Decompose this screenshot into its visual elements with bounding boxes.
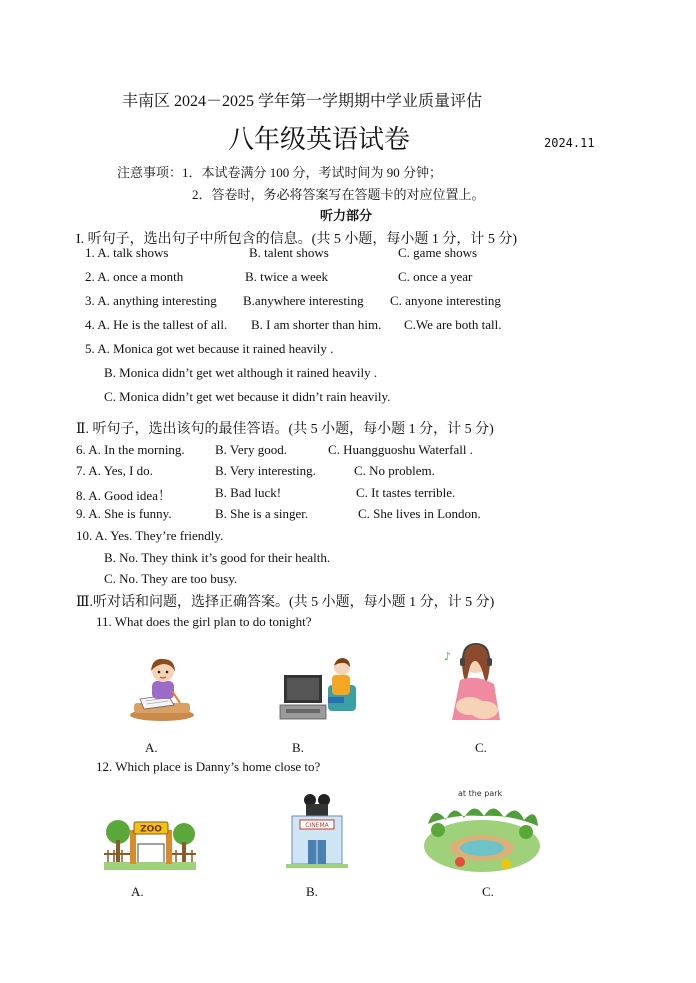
boy-watching-tv-image — [276, 655, 360, 725]
q3-option-b: B.anywhere interesting — [243, 293, 364, 308]
q11-label-a: A. — [145, 740, 158, 755]
q5-option-c: C. Monica didn’t get wet because it didn’t rain heavily. — [104, 389, 391, 404]
part1-title: I. 听句子，选出句子中所包含的信息。(共 5 小题，每小题 1 分，计 5 分) — [76, 232, 517, 247]
part2-title: Ⅱ. 听句子，选出该句的最佳答语。(共 5 小题，每小题 1 分，计 5 分) — [76, 422, 494, 437]
q5-option-b: B. Monica didn’t get wet although it rained heavily . — [104, 365, 378, 380]
q5-option-a: 5. A. Monica got wet because it rained heavily . — [85, 341, 334, 356]
district-title: 丰南区 2024－2025 学年第一学期期中学业质量评估 — [122, 93, 483, 110]
girl-writing-image — [128, 655, 196, 725]
cinema-sign-text: CINEMA — [305, 822, 329, 829]
q1-option-b: B. talent shows — [249, 245, 329, 260]
q12-question: 12. Which place is Danny’s home close to? — [96, 759, 321, 774]
section-heading: 听力部分 — [320, 208, 373, 223]
zoo-image — [104, 810, 196, 872]
q4-option-b: B. I am shorter than him. — [251, 317, 382, 332]
park-caption: at the park — [458, 789, 503, 798]
q12-label-c: C. — [482, 884, 494, 899]
q10-option-c: C. No. They are too busy. — [104, 571, 238, 586]
q11-label-c: C. — [475, 740, 487, 755]
zoo-sign-text: ZOO — [140, 824, 162, 835]
q8-option-a: 8. A. Good idea！ — [76, 488, 171, 503]
q3-option-c: C. anyone interesting — [390, 293, 501, 308]
part3-title: Ⅲ.听对话和问题，选择正确答案。(共 5 小题，每小题 1 分，计 5 分) — [76, 595, 495, 610]
q3-option-a: 3. A. anything interesting — [85, 293, 217, 308]
cinema-image — [286, 792, 348, 870]
q12-label-b: B. — [306, 884, 318, 899]
q1-option-c: C. game shows — [398, 245, 478, 260]
q8-option-c: C. It tastes terrible. — [356, 485, 456, 500]
q1-option-a: 1. A. talk shows — [85, 245, 169, 260]
q7-option-b: B. Very interesting. — [215, 463, 316, 478]
q9-option-c: C. She lives in London. — [358, 506, 481, 521]
q6-option-b: B. Very good. — [215, 442, 287, 457]
q10-option-a: 10. A. Yes. They’re friendly. — [76, 528, 224, 543]
q12-label-a: A. — [131, 884, 144, 899]
q11-label-b: B. — [292, 740, 304, 755]
q4-option-c: C.We are both tall. — [404, 317, 502, 332]
q11-question: 11. What does the girl plan to do tonight? — [96, 614, 312, 629]
q9-option-b: B. She is a singer. — [215, 506, 309, 521]
girl-listening-music-image — [442, 640, 508, 726]
q2-option-b: B. twice a week — [245, 269, 329, 284]
q9-option-a: 9. A. She is funny. — [76, 506, 172, 521]
exam-date: 2024.11 — [544, 136, 595, 150]
notice-line-1: 注意事项：1．本试卷满分 100 分，考试时间为 90 分钟； — [117, 165, 443, 180]
q7-option-a: 7. A. Yes, I do. — [76, 463, 153, 478]
q6-option-c: C. Huangguoshu Waterfall . — [328, 442, 473, 457]
q2-option-a: 2. A. once a month — [85, 269, 184, 284]
q10-option-b: B. No. They think it’s good for their health. — [104, 550, 331, 565]
park-image — [420, 786, 544, 876]
exam-title: 八年级英语试卷 — [228, 125, 411, 154]
q6-option-a: 6. A. In the morning. — [76, 442, 185, 457]
q7-option-c: C. No problem. — [354, 463, 435, 478]
q8-option-b: B. Bad luck! — [215, 485, 282, 500]
notice-line-2: 2．答卷时，务必将答案写在答题卡的对应位置上。 — [192, 187, 485, 202]
q4-option-a: 4. A. He is the tallest of all. — [85, 317, 228, 332]
q2-option-c: C. once a year — [398, 269, 473, 284]
svg-text:♪: ♪ — [444, 650, 452, 663]
